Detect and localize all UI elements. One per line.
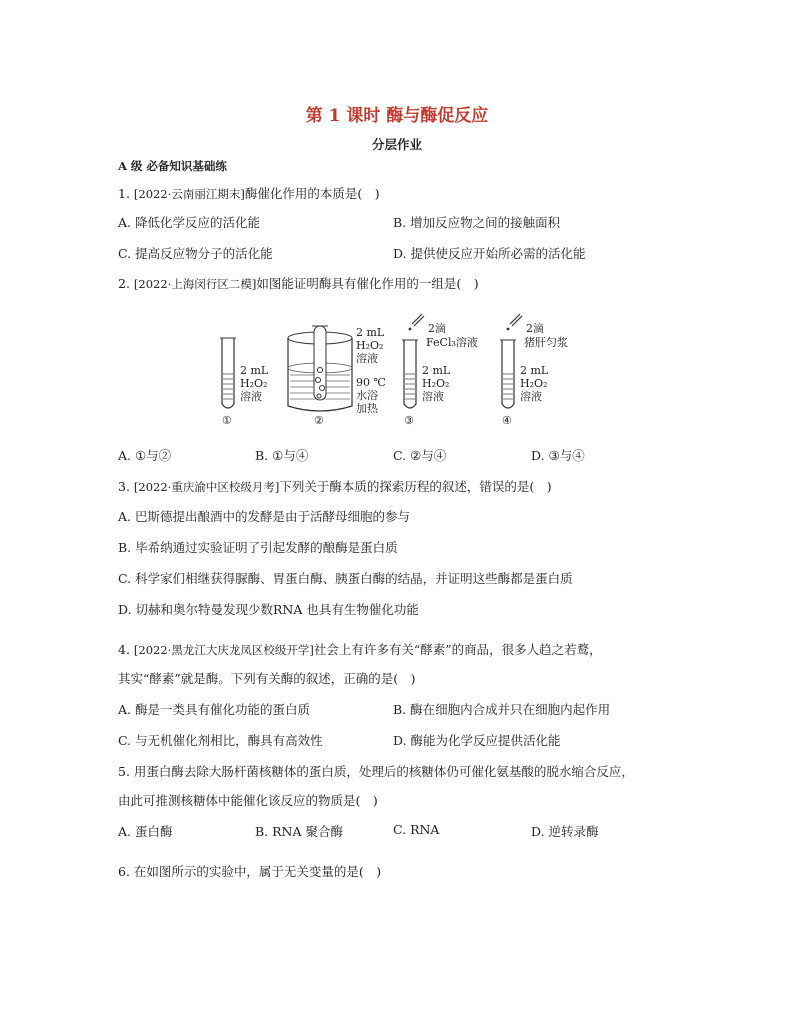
question-3 xyxy=(118,477,552,495)
tube-label-volume: 2 mL xyxy=(240,364,269,377)
page-title: 第 1 课时 酶与酶促反应 xyxy=(305,106,489,126)
tube-number-4: ④ xyxy=(502,414,512,427)
drop-reagent-liver: 猪肝匀浆 xyxy=(524,336,568,349)
option-b: B. 酶在细胞内合成并只在细胞内起作用 xyxy=(393,702,611,717)
option-d: D. ③与④ xyxy=(531,448,585,463)
drop-count-4: 2滴 xyxy=(526,322,544,335)
option-d: D. 提供使反应开始所必需的活化能 xyxy=(393,246,586,261)
tube3-volume: 2 mL xyxy=(422,364,451,377)
option-c: C. 与无机催化剂相比，酶具有高效性 xyxy=(118,733,323,748)
section-heading: A 级 必备知识基础练 xyxy=(118,159,227,173)
tube-number-2: ② xyxy=(314,414,324,427)
option-b: B. ①与④ xyxy=(255,448,309,463)
question-stem: 酶催化作用的本质是( ) xyxy=(244,186,380,201)
question-source: [2022·云南丽江期末] xyxy=(133,187,245,201)
beaker-heating: 加热 xyxy=(356,402,378,415)
question-source: [2022·黑龙江大庆龙凤区校级开学] xyxy=(133,643,314,657)
tube-number-1: ① xyxy=(222,414,232,427)
question-5: 5. 用蛋白酶去除大肠杆菌核糖体的蛋白质，处理后的核糖体仍可催化氨基酸的脱水缩合反应， xyxy=(118,764,634,779)
question-source: [2022·重庆渝中区校级月考] xyxy=(133,480,280,494)
question-source: [2022·上海闵行区二模] xyxy=(133,277,257,291)
question-4 xyxy=(118,640,602,658)
option-d: D. 逆转录酶 xyxy=(531,824,599,839)
option-b: B. 增加反应物之间的接触面积 xyxy=(393,215,561,230)
water-bath-beaker xyxy=(288,326,386,427)
question-1 xyxy=(118,184,380,202)
option-c: C. 科学家们相继获得脲酶、胃蛋白酶、胰蛋白酶的结晶，并证明这些酶都是蛋白质 xyxy=(118,571,573,586)
test-tube-3 xyxy=(402,314,478,427)
tube3-h2o2: H₂O₂ xyxy=(422,377,450,390)
option-c: C. ②与④ xyxy=(393,448,447,463)
tube4-h2o2: H₂O₂ xyxy=(520,377,548,390)
question-stem: 下列关于酶本质的探索历程的叙述，错误的是( ) xyxy=(279,479,552,494)
test-tube-1 xyxy=(220,338,269,427)
option-a: A. 蛋白酶 xyxy=(118,824,173,839)
tube4-volume: 2 mL xyxy=(520,364,549,377)
test-tube-4 xyxy=(500,314,568,427)
tube3-solution: 溶液 xyxy=(422,390,444,403)
option-a: A. 酶是一类具有催化功能的蛋白质 xyxy=(118,702,310,717)
option-a: A. 巴斯德提出酿酒中的发酵是由于活酵母细胞的参与 xyxy=(118,509,410,524)
drop-count-3: 2滴 xyxy=(428,322,446,335)
question-stem: 社会上有许多有关“酵素”的商品，很多人趋之若鹜， xyxy=(313,642,602,657)
question-number: 3. xyxy=(118,479,130,494)
page-subtitle: 分层作业 xyxy=(371,137,422,152)
question-number: 2. xyxy=(118,276,130,291)
drop-reagent-fecl3: FeCl₃溶液 xyxy=(426,336,478,349)
option-a: A. ①与② xyxy=(118,448,172,463)
beaker-water-bath: 水浴 xyxy=(356,389,378,402)
question-stem: 如图能证明酶具有催化作用的一组是( ) xyxy=(256,276,479,291)
option-c: C. 提高反应物分子的活化能 xyxy=(118,246,273,261)
beaker-tube-solution: 溶液 xyxy=(356,352,378,365)
question-6: 6. 在如图所示的实验中，属于无关变量的是( ) xyxy=(118,864,382,879)
experiment-figure xyxy=(200,312,600,430)
tube-label-h2o2: H₂O₂ xyxy=(240,377,268,390)
option-d: D. 酶能为化学反应提供活化能 xyxy=(393,733,561,748)
question-stem-continued: 由此可推测核糖体中能催化该反应的物质是( ) xyxy=(118,793,378,808)
option-b: B. 毕希纳通过实验证明了引起发酵的酿酶是蛋白质 xyxy=(118,540,398,555)
tube-number-3: ③ xyxy=(404,414,414,427)
beaker-tube-h2o2: H₂O₂ xyxy=(356,339,384,352)
option-b: B. RNA 聚合酶 xyxy=(255,824,343,839)
question-number: 1. xyxy=(118,186,130,201)
tube-label-solution: 溶液 xyxy=(240,390,262,403)
option-d: D. 切赫和奥尔特曼发现少数RNA 也具有生物催化功能 xyxy=(118,602,419,617)
option-c: C. RNA xyxy=(393,822,440,837)
question-stem-continued: 其实“酵素”就是酶。下列有关酶的叙述，正确的是( ) xyxy=(118,671,416,686)
beaker-temperature: 90 ℃ xyxy=(356,376,386,389)
beaker-tube-volume: 2 mL xyxy=(356,326,385,339)
option-a: A. 降低化学反应的活化能 xyxy=(118,215,260,230)
question-2 xyxy=(118,274,479,292)
tube4-solution: 溶液 xyxy=(520,390,542,403)
question-number: 4. xyxy=(118,642,130,657)
